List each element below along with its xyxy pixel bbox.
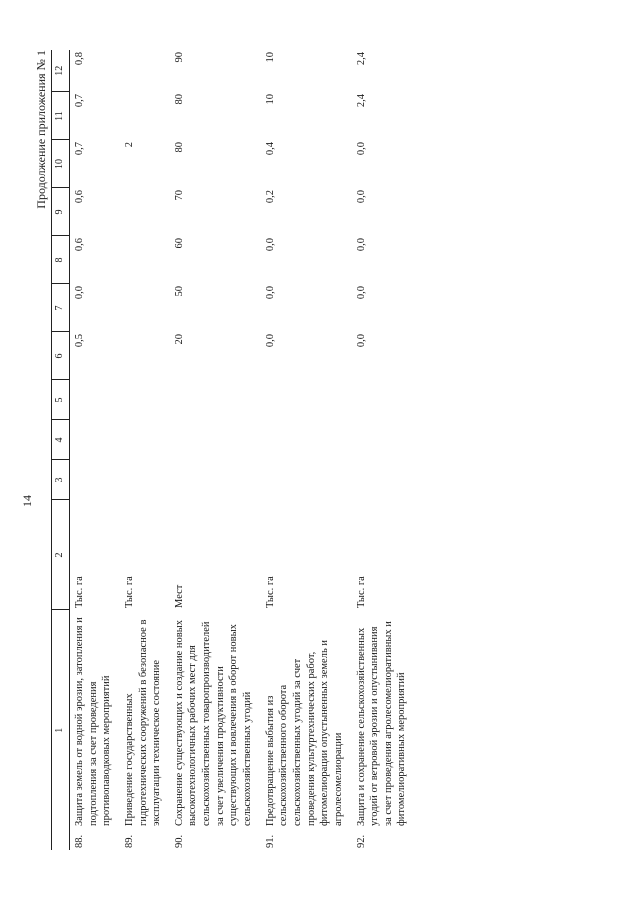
value-cell xyxy=(170,380,261,420)
value-cell xyxy=(120,92,170,140)
row-number: 89. xyxy=(123,834,135,848)
table-row xyxy=(120,50,170,850)
column-header: 5 xyxy=(52,380,70,420)
value-cell: 2 xyxy=(123,142,135,148)
indicator-cell xyxy=(120,610,170,850)
value-cell: 0,2 xyxy=(264,190,276,204)
table-row xyxy=(261,50,352,850)
value-cell: 10 xyxy=(264,94,276,105)
column-header: 6 xyxy=(52,332,70,380)
value-cell: 0,0 xyxy=(355,142,367,156)
value-cell: 90 xyxy=(173,52,185,63)
value-cell: 80 xyxy=(173,142,185,153)
value-cell: 0,0 xyxy=(355,286,367,300)
row-number: 88. xyxy=(74,834,85,848)
value-cell: 0,6 xyxy=(74,190,85,204)
value-cell: 0,7 xyxy=(74,94,85,108)
value-cell xyxy=(120,460,170,500)
value-cell xyxy=(120,284,170,332)
value-cell xyxy=(70,380,120,420)
indicators-table xyxy=(51,50,415,850)
value-cell xyxy=(70,420,120,460)
row-number: 90. xyxy=(173,834,185,848)
value-cell xyxy=(170,420,261,460)
value-cell xyxy=(261,460,352,500)
value-cell xyxy=(120,380,170,420)
value-cell xyxy=(352,420,416,460)
value-cell: 0,0 xyxy=(355,334,367,348)
value-cell: 2,4 xyxy=(355,94,367,108)
value-cell: 70 xyxy=(173,190,185,201)
column-header: 4 xyxy=(52,420,70,460)
continuation-note: Продолжение приложения № 1 xyxy=(34,50,48,209)
indicator-name: Приведение государственных гидротехнических сооружений в безопасное в эксплуатации техническое состояние xyxy=(123,619,163,826)
column-header: 9 xyxy=(52,188,70,236)
value-cell: 20 xyxy=(173,334,185,345)
value-cell: 60 xyxy=(173,238,185,249)
value-cell: 0,0 xyxy=(74,286,85,300)
value-cell xyxy=(120,420,170,460)
value-cell xyxy=(120,50,170,92)
value-cell: 0,6 xyxy=(74,238,85,252)
indicator-name: Предотвращение выбытия из сельскохозяйственного оборота сельскохозяйственных угодий за счет проведения культуртехнических работ, фитомелиорации опустыненных земель и агролесомелиорации xyxy=(264,640,344,826)
value-cell: 80 xyxy=(173,94,185,105)
value-cell: 50 xyxy=(173,286,185,297)
column-header: 2 xyxy=(52,500,70,610)
column-header: 7 xyxy=(52,284,70,332)
value-cell xyxy=(261,380,352,420)
indicator-cell xyxy=(70,610,120,850)
unit-cell: Мест xyxy=(173,584,185,608)
indicator-cell xyxy=(261,610,352,850)
value-cell xyxy=(352,380,416,420)
value-cell xyxy=(120,236,170,284)
table-header-row xyxy=(52,50,70,850)
table-row xyxy=(170,50,261,850)
value-cell xyxy=(352,460,416,500)
value-cell: 0,4 xyxy=(264,142,276,156)
value-cell xyxy=(70,460,120,500)
indicator-cell xyxy=(170,610,261,850)
indicator-cell xyxy=(352,610,416,850)
value-cell xyxy=(120,332,170,380)
value-cell xyxy=(170,460,261,500)
indicator-name: Защита и сохранение сельскохозяйственных угодий от ветровой эрозии и опустынивания за счет проведения агролесомелиоративных и фитомелиоративных мероприятий xyxy=(355,621,408,826)
value-cell: 0,5 xyxy=(74,334,85,348)
column-header: 1 xyxy=(52,610,70,850)
value-cell: 10 xyxy=(264,52,276,63)
value-cell: 0,8 xyxy=(74,52,85,66)
column-header: 12 xyxy=(52,50,70,92)
indicator-name: Сохранение существующих и создание новых высокотехнологичных рабочих мест для сельскохозяйственных товаропроизводителей за счет увеличения продуктивности существующих и вовлечения в оборот новых сельскохозяйственных угодий xyxy=(173,619,254,826)
unit-cell: Тыс. га xyxy=(74,576,85,608)
value-cell: 0,0 xyxy=(264,238,276,252)
table-row xyxy=(70,50,120,850)
column-header: 11 xyxy=(52,92,70,140)
value-cell: 0,0 xyxy=(264,334,276,348)
column-header: 8 xyxy=(52,236,70,284)
page-number: 14 xyxy=(20,495,34,507)
value-cell: 0,7 xyxy=(74,142,85,156)
value-cell: 0,0 xyxy=(355,238,367,252)
value-cell: 0,0 xyxy=(264,286,276,300)
value-cell: 0,0 xyxy=(355,190,367,204)
value-cell xyxy=(120,188,170,236)
value-cell xyxy=(261,420,352,460)
table-row xyxy=(352,50,416,850)
unit-cell: Тыс. га xyxy=(123,576,135,608)
indicator-name: Защита земель от водной эрозии, затопления и подтопления за счет проведения противопаводковых мероприятий xyxy=(74,617,113,826)
unit-cell: Тыс. га xyxy=(264,576,276,608)
row-number: 91. xyxy=(264,834,276,848)
column-header: 3 xyxy=(52,460,70,500)
column-header: 10 xyxy=(52,140,70,188)
unit-cell: Тыс. га xyxy=(355,576,367,608)
value-cell: 2,4 xyxy=(355,52,367,66)
row-number: 92. xyxy=(355,834,367,848)
